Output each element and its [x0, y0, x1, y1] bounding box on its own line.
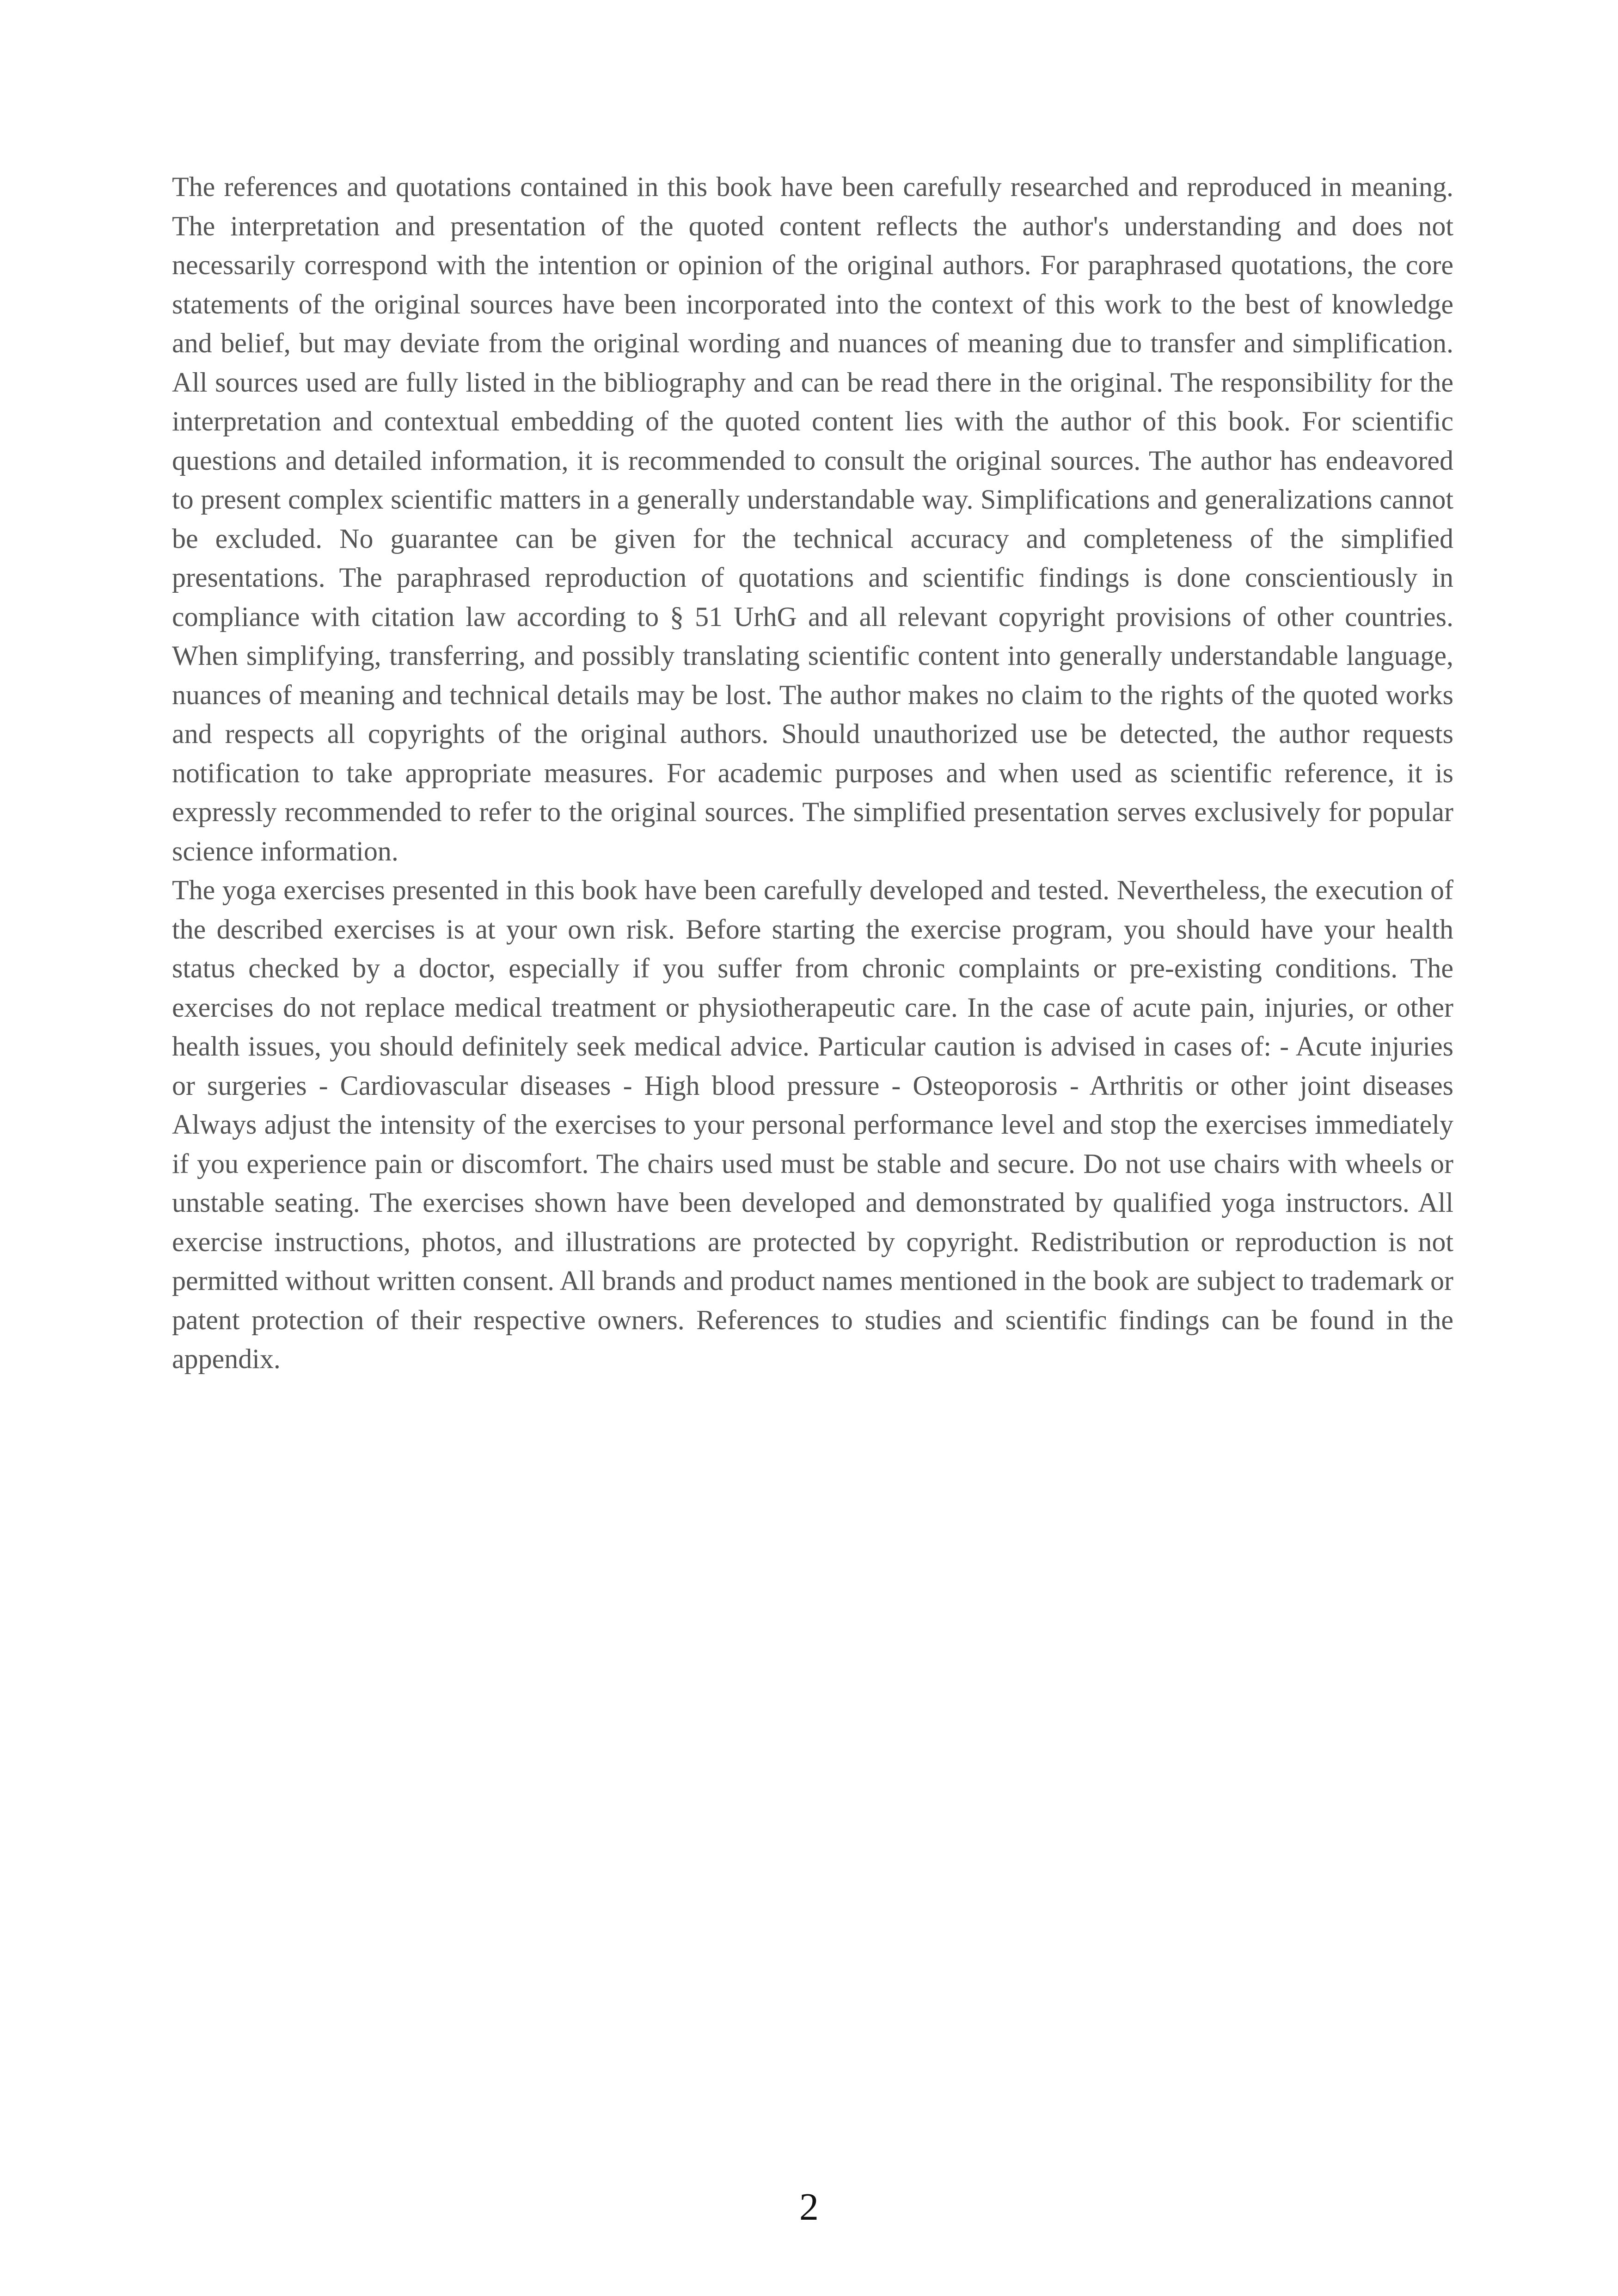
paragraph-exercise-disclaimer: The yoga exercises presented in this book have been carefully developed and tested. Nevertheless, the execution of the described exercises is at your own risk. Before starting the exercise program, you should have your health status checked by a doctor, especially if you suffer from chronic complaints or pre-existing conditions. The exercises do not replace medical treatment or physiotherapeutic care. In the case of acute pain, injuries, or other health issues, you should definitely seek medical advice. Particular caution is advised in cases of: - Acute injuries or surgeries - Cardiovascular diseases - High blood pressure - Osteoporosis - Arthritis or other joint diseases Always adjust the intensity of the exercises to your personal performance level and stop the exercises immediately if you experience pain or discomfort. The chairs used must be stable and secure. Do not use chairs with wheels or unstable seating. The exercises shown have been developed and demonstrated by qualified yoga instructors. All exercise instructions, photos, and illustrations are protected by copyright. Redistribution or reproduction is not permitted without written consent. All brands and product names mentioned in the book are subject to trademark or patent protection of their respective owners. References to studies and scientific findings can be found in the appendix.: [172, 875, 1453, 1374]
page-number: 2: [799, 2185, 819, 2228]
body-text: [172, 167, 1453, 1379]
paragraph-citation-notice: The references and quotations contained in this book have been carefully researched and reproduced in meaning. The interpretation and presentation of the quoted content reflects the author's understanding and does not necessarily correspond with the intention or opinion of the original authors. For paraphrased quotations, the core statements of the original sources have been incorporated into the context of this work to the best of knowledge and belief, but may deviate from the original wording and nuances of meaning due to transfer and simplification. All sources used are fully listed in the bibliography and can be read there in the original. The responsibility for the interpretation and contextual embedding of the quoted content lies with the author of this book. For scientific questions and detailed information, it is recommended to consult the original sources. The author has endeavored to present complex scientific matters in a generally understandable way. Simplifications and generalizations cannot be excluded. No guarantee can be given for the technical accuracy and completeness of the simplified presentations. The paraphrased reproduction of quotations and scientific findings is done conscientiously in compliance with citation law according to § 51 UrhG and all relevant copyright provisions of other countries. When simplifying, transferring, and possibly translating scientific content into generally understandable language, nuances of meaning and technical details may be lost. The author makes no claim to the rights of the quoted works and respects all copyrights of the original authors. Should unauthorized use be detected, the author requests notification to take appropriate measures. For academic purposes and when used as scientific reference, it is expressly recommended to refer to the original sources. The simplified presentation serves exclusively for popular science information.: [172, 172, 1453, 866]
